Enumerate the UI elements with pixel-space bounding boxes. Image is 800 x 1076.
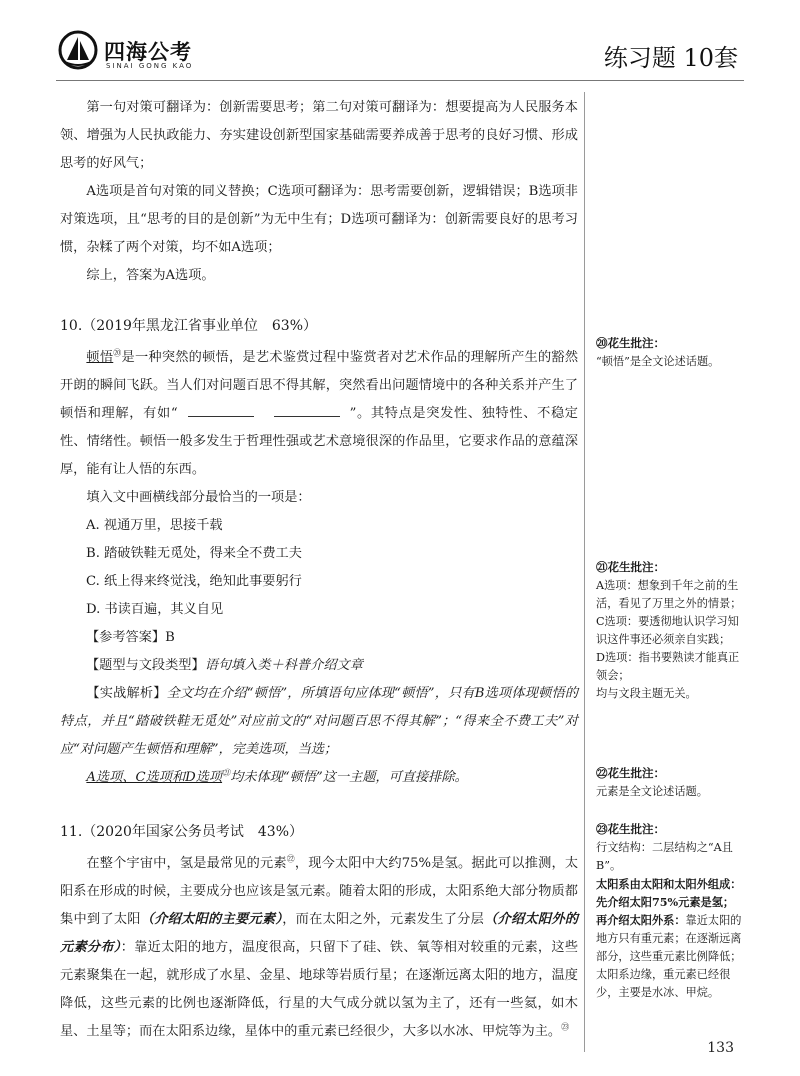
side-note-20-text: “顿悟”是全文论述话题。 — [596, 355, 720, 368]
side-note-22-text: 元素是全文论述话题。 — [596, 785, 708, 798]
answer-tag: 【参考答案】 — [86, 630, 166, 645]
prev-analysis-conclusion: 综上，答案为A选项。 — [86, 268, 215, 283]
side-note-21-conclusion: 均与文段主题无关。 — [596, 687, 697, 700]
side-note-21 — [596, 558, 746, 703]
side-note-21-line-d: D选项：指书要熟读才能真正领会； — [596, 651, 740, 682]
set-title: 练习题 10套 — [603, 44, 738, 72]
exclusion-note — [60, 764, 578, 792]
option-b: B. 踏破铁鞋无觅处，得来全不费工夫 — [86, 546, 302, 561]
inline-note-2: （介绍太阳外的元素分布） — [60, 912, 579, 955]
fill-blank-2 — [274, 402, 340, 417]
side-note-23-composition: 太阳系由太阳和太阳外组成： — [596, 877, 742, 891]
side-note-23-outside-text: 靠近太阳的地方只有重元素；在逐渐远离部分，这些重元素比例降低；太阳系边缘，重元素已经很少，主要是水冰、甲烷。 — [596, 914, 742, 999]
question-10-stem: 填入文中画横线部分最恰当的一项是： — [86, 490, 311, 505]
side-note-21-line-a: A选项：想象到千年之前的生活，看见了万里之外的情景； — [596, 579, 742, 610]
exclusion-text: 均未体现“顿悟”这一主题，可直接排除。 — [230, 770, 468, 785]
passage-sentence-2: ，现今太阳中大约75%是氢。据此可以推测，太阳系在形成的时候，主要成分也应该是氢元素。随着太阳的形成，太阳系绝大部分物质都集中到了太阳 — [60, 856, 579, 927]
analysis-text: 全文均在介绍“顿悟”，所填语句应体现“顿悟”，只有B选项体现顿悟的特点，并且“踏破铁鞋无觅处”对应前文的“对问题百思不得其解”；“得来全不费工夫”对应“对问题产生顿悟和理解”，完美选项，当选； — [60, 686, 579, 757]
page-header — [0, 0, 800, 80]
header-divider — [56, 80, 744, 81]
passage-sentence-3: ，而在太阳之外，元素发生了分层 — [282, 912, 485, 927]
annotation-mark-22: ㉒ — [286, 854, 295, 864]
annotation-mark-23: ㉓ — [561, 1022, 570, 1032]
side-note-23-outside — [596, 911, 746, 1002]
type-value: 语句填入类＋科普介绍文章 — [204, 658, 363, 673]
annotation-mark-20: ⑳ — [113, 348, 122, 358]
annotation-mark-21: ㉑ — [222, 768, 231, 778]
side-note-23-title: ㉓花生批注： — [596, 822, 665, 836]
question-10-title: 10.（2019年黑龙江省事业单位 63%） — [60, 318, 318, 334]
question-11-title: 11.（2020年国家公务员考试 43%） — [60, 824, 304, 840]
main-column — [60, 94, 578, 1046]
key-term: 顿悟 — [86, 350, 114, 365]
option-a: A. 视通万里，思接千载 — [86, 518, 223, 533]
option-d: D. 书读百遍，其义自见 — [86, 602, 224, 617]
brand-name: 四海公考 — [104, 40, 192, 64]
passage-part-b: ”。其特点是突发性、独特性、不稳定性、情绪性。顿悟一般多发生于哲理性强或艺术意境很深的作品里，它要求作品的意蕴深厚，能有让人悟的东西。 — [60, 406, 578, 477]
type-tag: 【题型与文段类型】 — [86, 658, 205, 673]
analysis-tag: 【实战解析】 — [86, 686, 167, 701]
side-note-23-sun: 先介绍太阳75%元素是氢； — [596, 895, 735, 909]
brand-pinyin: SINAI GONG KAO — [106, 62, 194, 70]
side-note-21-title: ㉑花生批注： — [596, 560, 665, 574]
sailboat-logo-icon — [58, 30, 98, 70]
page-number: 133 — [707, 1040, 734, 1056]
side-note-22-title: ㉒花生批注： — [596, 766, 665, 780]
side-note-22 — [596, 764, 746, 801]
passage-part-a: 是一种突然的顿悟，是艺术鉴赏过程中鉴赏者对艺术作品的理解所产生的豁然开朗的瞬间飞跃。当人们对问题百思不得其解，突然看出问题情境中的各种关系并产生了顿悟和理解，有如“ — [60, 350, 579, 421]
passage-sentence-4: ：靠近太阳的地方，温度很高，只留下了硅、铁、氧等相对较重的元素，这些元素聚集在一起，就形成了水星、金星、地球等岩质行星；在逐渐远离太阳的地方，温度降低，这些元素的比例也逐渐降低，行星的大气成分就以氢为主了，还有一些氦，如木星、土星等；而在太阳系边缘，星体中的重元素已经很少，大多以水冰、甲烷等为主。 — [60, 940, 579, 1039]
side-note-20-title: ⑳花生批注： — [596, 336, 665, 350]
side-note-21-line-c: C选项：要透彻地认识学习知识这件事还必须亲自实践； — [596, 615, 739, 646]
side-note-23-outside-label: 再介绍太阳外系： — [596, 913, 686, 927]
answer-value: B — [165, 630, 175, 645]
side-note-20 — [596, 334, 746, 371]
inline-note-1: （介绍太阳的主要元素） — [140, 912, 283, 927]
margin-divider — [584, 92, 585, 1052]
option-c: C. 纸上得来终觉浅，绝知此事要躬行 — [86, 574, 302, 589]
passage-sentence-1: 在整个宇宙中，氢是最常见的元素 — [86, 856, 287, 871]
practical-analysis — [60, 680, 578, 764]
question-10-passage — [60, 344, 578, 484]
reference-answer — [60, 624, 578, 652]
side-note-23-structure: 行文结构：二层结构之“A且B”。 — [596, 841, 733, 872]
prev-analysis-para-1: 第一句对策可翻译为：创新需要思考；第二句对策可翻译为：想要提高为人民服务本领、增强为人民执政能力、夯实建设创新型国家基础需要养成善于思考的良好习惯、形成思考的好风气； — [60, 100, 578, 171]
excluded-options: A选项、C选项和D选项 — [86, 770, 223, 785]
prev-analysis-para-2: A选项是首句对策的同义替换；C选项可翻译为：思考需要创新，逻辑错误；B选项非对策选项，且“思考的目的是创新”为无中生有；D选项可翻译为：创新需要良好的思考习惯，杂糅了两个对策，均不如A选项； — [60, 184, 578, 255]
fill-blank-1 — [188, 402, 254, 417]
question-type — [60, 652, 578, 680]
side-note-23 — [596, 820, 746, 1002]
question-11-passage — [60, 850, 578, 1046]
